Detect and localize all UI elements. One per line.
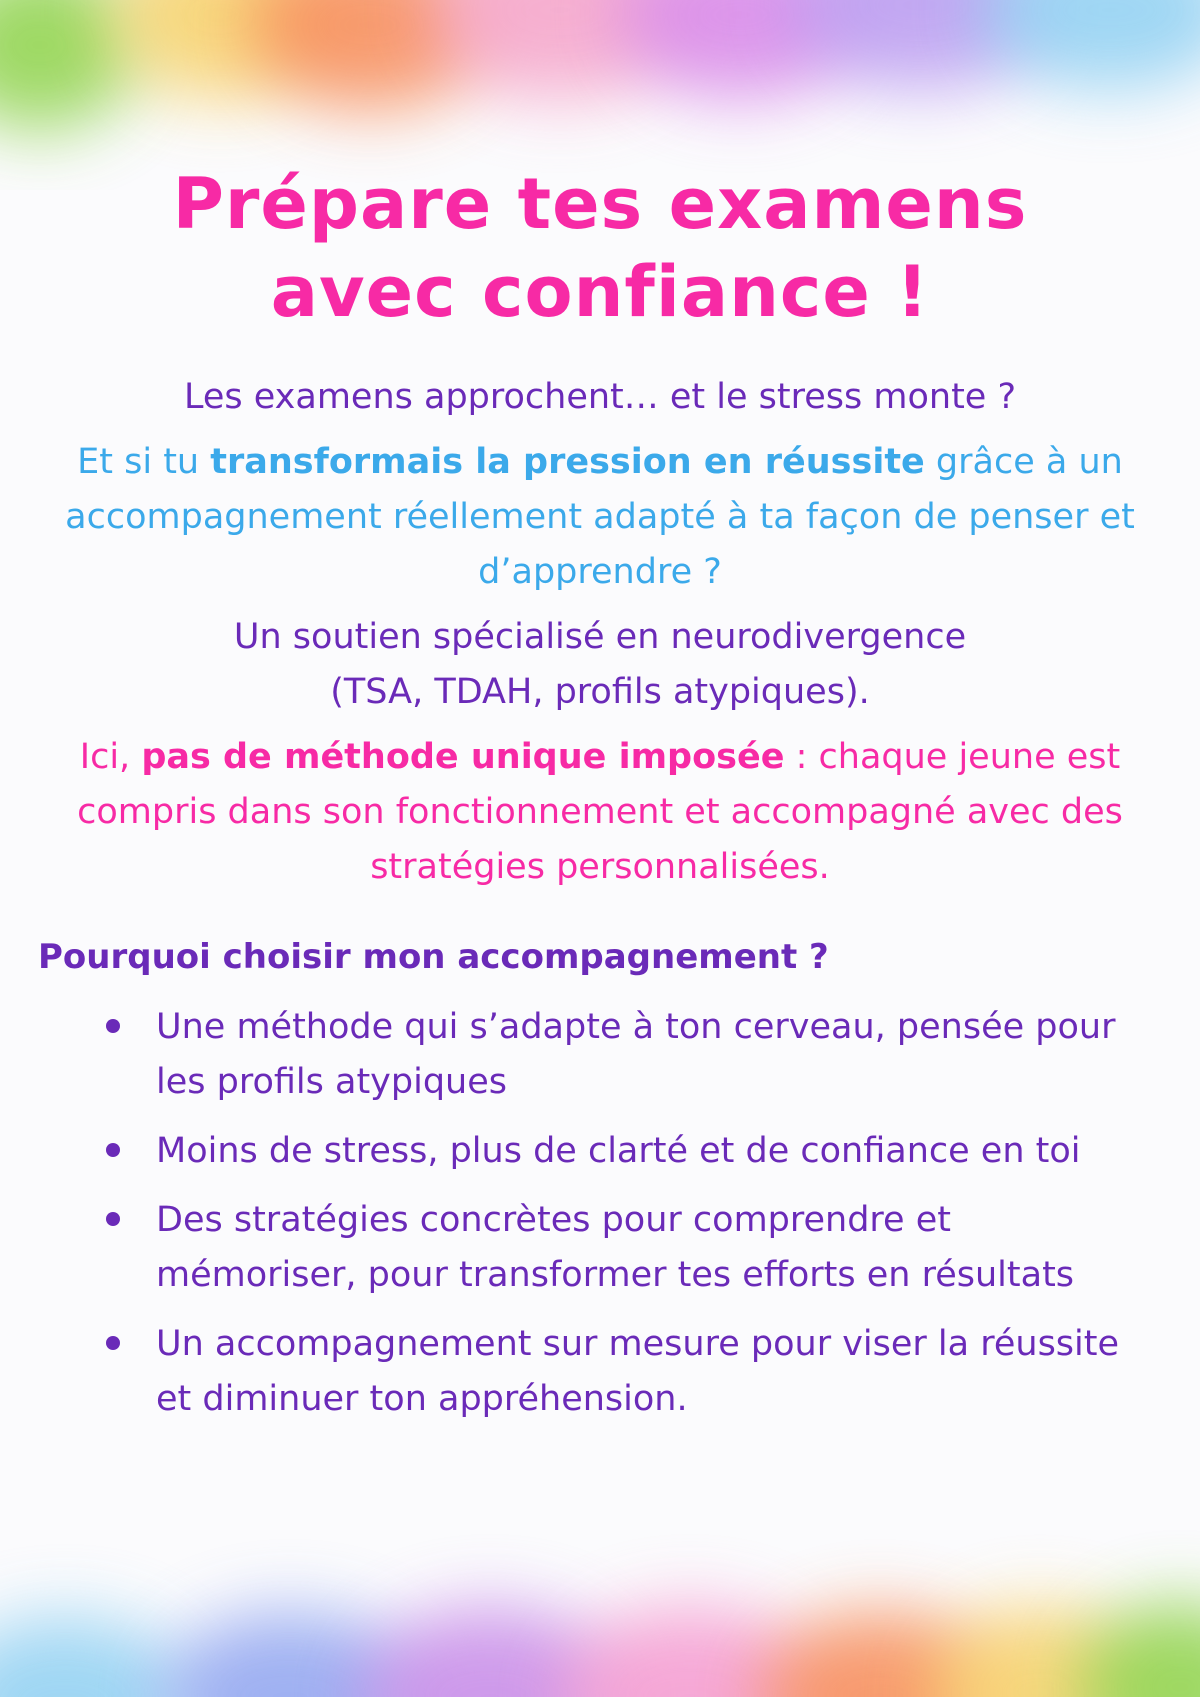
- benefits-list: [106, 1000, 1146, 1441]
- intro-question: Les examens approchent… et le stress monte ?: [183, 377, 1017, 417]
- offer-highlight: transformais la pression en réussite: [210, 442, 925, 482]
- benefit-text: Un accompagnement sur mesure pour viser la réussite et diminuer ton appréhension.: [156, 1324, 1120, 1419]
- bullet-icon: [106, 1336, 120, 1350]
- title-line-1: Prépare tes examens: [172, 163, 1028, 245]
- benefit-text: Une méthode qui s’adapte à ton cerveau, pensée pour les profils atypiques: [156, 1007, 1116, 1102]
- method-text-end: : chaque jeune est compris dans son fonctionnement et accompagné avec des stratégies personnalisées.: [77, 737, 1123, 887]
- list-item: [106, 1124, 1146, 1179]
- intro-method: [40, 730, 1160, 895]
- offer-text-start: Et si tu: [77, 442, 211, 482]
- why-heading: Pourquoi choisir mon accompagnement ?: [38, 937, 829, 977]
- page-title: [0, 160, 1200, 336]
- method-text-start: Ici,: [79, 737, 142, 777]
- intro-support: [40, 610, 1160, 720]
- bullet-icon: [106, 1212, 120, 1226]
- list-item: [106, 1193, 1146, 1303]
- support-line-1: Un soutien spécialisé en neurodivergence: [233, 617, 967, 657]
- method-highlight: pas de méthode unique imposée: [141, 737, 785, 777]
- bullet-icon: [106, 1143, 120, 1157]
- bullet-icon: [106, 1019, 120, 1033]
- title-line-2: avec confiance !: [270, 251, 930, 333]
- benefit-text: Moins de stress, plus de clarté et de confiance en toi: [156, 1131, 1081, 1171]
- list-item: [106, 1000, 1146, 1110]
- benefit-text: Des stratégies concrètes pour comprendre et mémoriser, pour transformer tes efforts en résultats: [156, 1200, 1075, 1295]
- intro-offer: [40, 435, 1160, 600]
- support-line-2: (TSA, TDAH, profils atypiques).: [330, 672, 870, 712]
- intro-section: [40, 370, 1160, 905]
- list-item: [106, 1317, 1146, 1427]
- offer-text-end: grâce à un accompagnement réellement adapté à ta façon de penser et d’apprendre ?: [65, 442, 1135, 592]
